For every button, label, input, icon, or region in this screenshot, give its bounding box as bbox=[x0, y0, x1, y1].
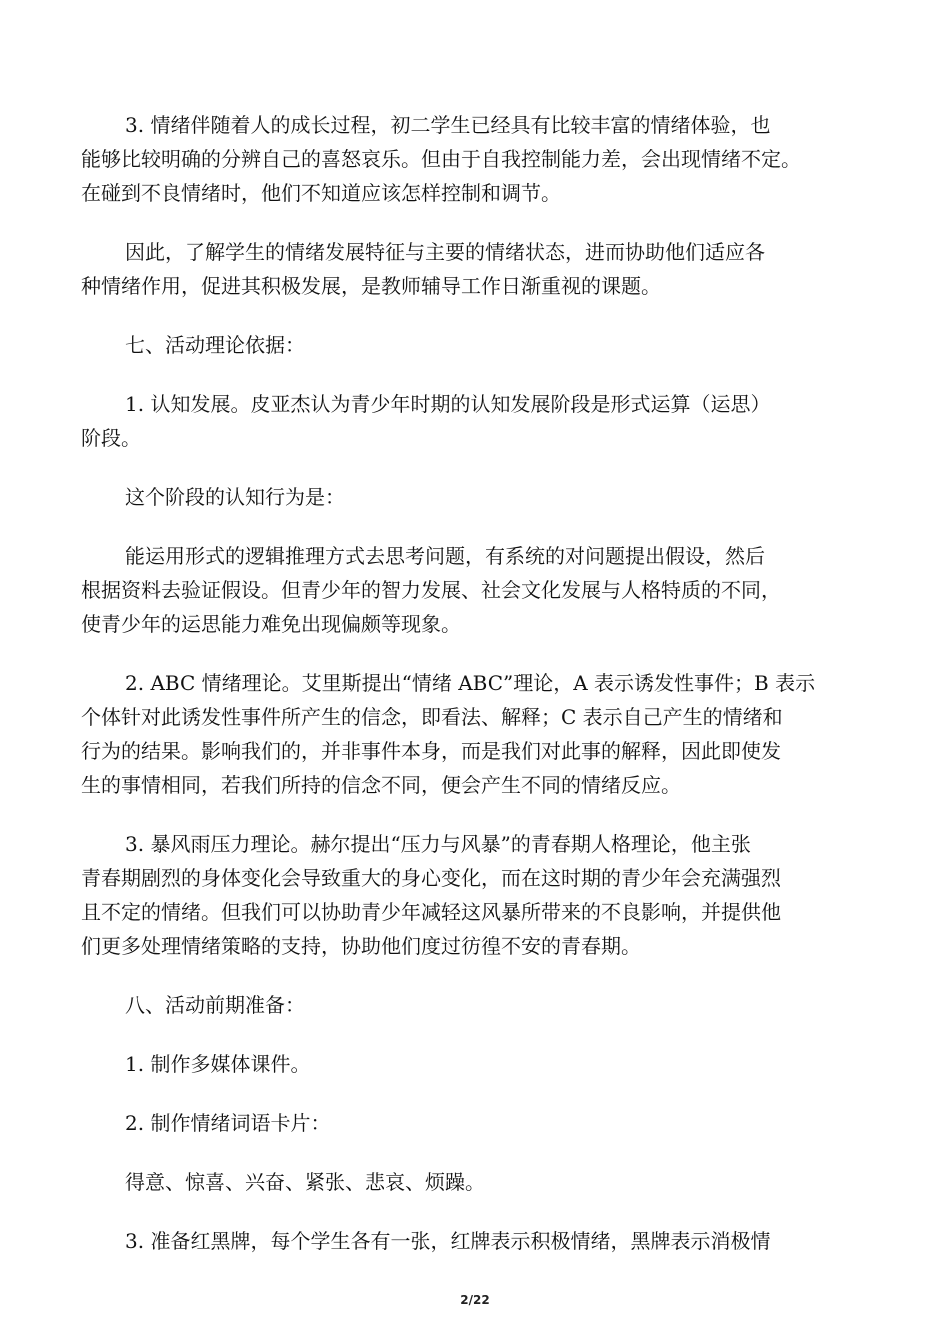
paragraph-prep-2 bbox=[81, 1106, 871, 1140]
page-number: 2/22 bbox=[460, 1293, 490, 1307]
text-line: 1. 制作多媒体课件。 bbox=[125, 1052, 311, 1076]
text-line: 生的事情相同，若我们所持的信念不同，便会产生不同的情绪反应。 bbox=[81, 773, 681, 797]
paragraph-prep-1 bbox=[81, 1047, 871, 1081]
text-line: 八、活动前期准备： bbox=[125, 993, 305, 1017]
paragraph-cognitive-behavior bbox=[81, 539, 871, 641]
text-line: 阶段。 bbox=[81, 426, 141, 450]
text-line: 青春期剧烈的身体变化会导致重大的身心变化，而在这时期的青少年会充满强烈 bbox=[81, 866, 781, 890]
text-line: 根据资料去验证假设。但青少年的智力发展、社会文化发展与人格特质的不同， bbox=[81, 578, 781, 602]
text-line: 2. 制作情绪词语卡片： bbox=[125, 1111, 331, 1135]
text-line: 得意、惊喜、兴奋、紧张、悲哀、烦躁。 bbox=[125, 1170, 485, 1194]
text-line: 能运用形式的逻辑推理方式去思考问题，有系统的对问题提出假设，然后 bbox=[125, 544, 765, 568]
text-line: 在碰到不良情绪时，他们不知道应该怎样控制和调节。 bbox=[81, 181, 561, 205]
text-line: 这个阶段的认知行为是： bbox=[125, 485, 345, 509]
document-body bbox=[81, 108, 871, 1283]
text-line: 能够比较明确的分辨自己的喜怒哀乐。但由于自我控制能力差，会出现情绪不定。 bbox=[81, 147, 801, 171]
text-line: 2. ABC 情绪理论。艾里斯提出“情绪 ABC”理论，A 表示诱发性事件；B 表示 bbox=[125, 671, 816, 695]
section-heading-theory bbox=[81, 328, 871, 362]
paragraph-therefore bbox=[81, 235, 871, 303]
text-line: 且不定的情绪。但我们可以协助青少年减轻这风暴所带来的不良影响，并提供他 bbox=[81, 900, 781, 924]
text-line: 因此，了解学生的情绪发展特征与主要的情绪状态，进而协助他们适应各 bbox=[125, 240, 765, 264]
text-line: 使青少年的运思能力难免出现偏颇等现象。 bbox=[81, 612, 461, 636]
text-line: 个体针对此诱发性事件所产生的信念，即看法、解释；C 表示自己产生的情绪和 bbox=[81, 705, 783, 729]
paragraph-emotion-words bbox=[81, 1165, 871, 1199]
text-line: 行为的结果。影响我们的，并非事件本身，而是我们对此事的解释，因此即使发 bbox=[81, 739, 781, 763]
text-line: 种情绪作用，促进其积极发展，是教师辅导工作日渐重视的课题。 bbox=[81, 274, 661, 298]
text-line: 1. 认知发展。皮亚杰认为青少年时期的认知发展阶段是形式运算（运思） bbox=[125, 392, 771, 416]
text-line: 3. 暴风雨压力理论。赫尔提出“压力与风暴”的青春期人格理论，他主张 bbox=[125, 832, 751, 856]
paragraph-abc-theory bbox=[81, 666, 871, 802]
paragraph-prep-3 bbox=[81, 1224, 871, 1258]
text-line: 3. 准备红黑牌，每个学生各有一张，红牌表示积极情绪，黑牌表示消极情 bbox=[125, 1229, 771, 1253]
paragraph-emotion-development bbox=[81, 108, 871, 210]
section-heading-preparation bbox=[81, 988, 871, 1022]
text-line: 七、活动理论依据： bbox=[125, 333, 305, 357]
paragraph-cognitive-development bbox=[81, 387, 871, 455]
text-line: 3. 情绪伴随着人的成长过程，初二学生已经具有比较丰富的情绪体验，也 bbox=[125, 113, 771, 137]
paragraph-cognitive-behavior-intro bbox=[81, 480, 871, 514]
text-line: 们更多处理情绪策略的支持，协助他们度过彷徨不安的青春期。 bbox=[81, 934, 641, 958]
paragraph-storm-stress-theory bbox=[81, 827, 871, 963]
